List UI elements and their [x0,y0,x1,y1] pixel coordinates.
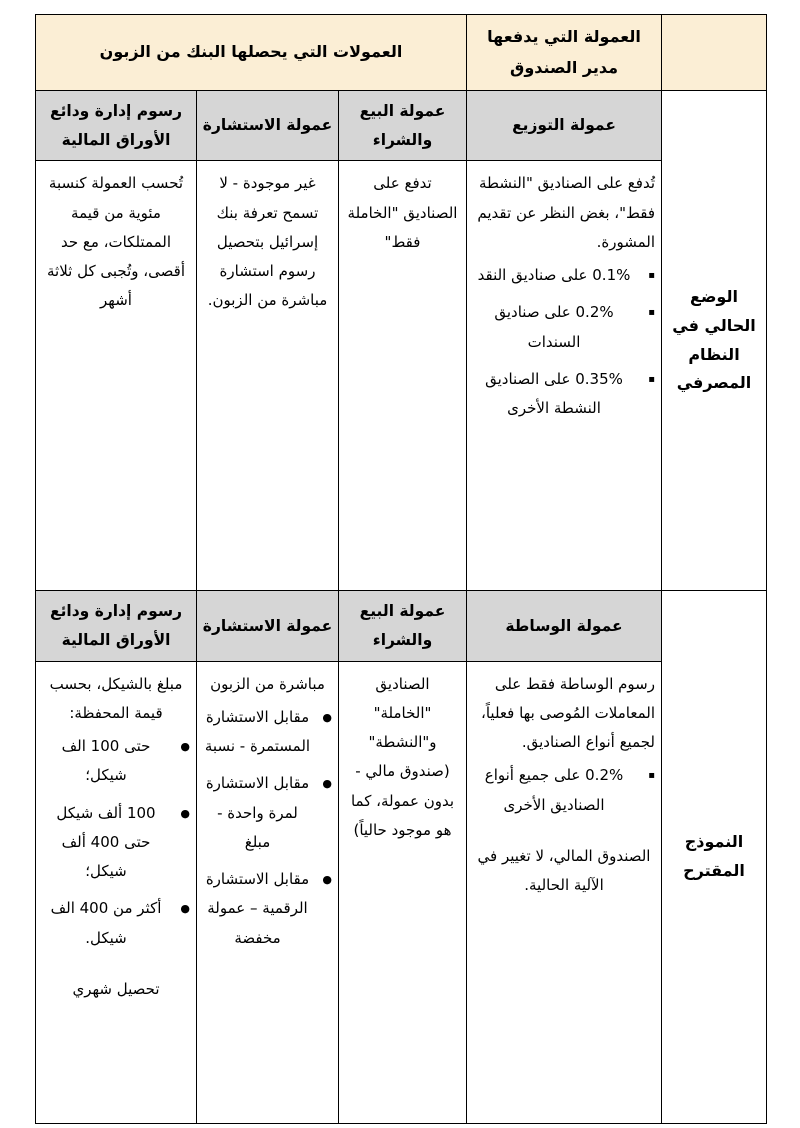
bullet-text: 0.2% على صناديق السندات [494,303,614,351]
cell-paragraph: مبلغ بالشيكل، بحسب قيمة المحفظة: [49,674,183,722]
subheader-securities-admin: رسوم إدارة ودائع الأوراق المالية [36,91,197,161]
bullet-item [203,703,332,762]
subheader-buy-sell-2: عمولة البيع والشراء [339,591,467,661]
bullet-marker-icon: ● [180,902,190,916]
cell-distribution-current [467,161,662,591]
bullet-item [203,769,332,857]
cell-paragraph: تحصيل شهري [72,979,160,998]
bullet-text: مقابل الاستشارة المستمرة - نسبة [204,707,311,756]
bullet-text: أكثر من 400 الف شيكل. [50,899,162,947]
bullet-item [473,298,655,357]
bullet-marker-icon: ▪ [648,373,655,385]
bullet-item [473,365,655,424]
cell-paragraph: تُحسب العمولة كنسبة مئوية من قيمة الممتلكات، مع حد أقصى، وتُجبى كل ثلاثة أشهر [47,174,185,310]
cell-paragraph: تدفع على الصناديق "الخاملة فقط" [347,174,458,251]
bullet-marker-icon: ● [180,806,190,820]
bullet-item [203,865,332,953]
commissions-table [35,14,767,1124]
header-fund-manager-pays: العمولة التي يدفعها مدير الصندوق [467,15,662,91]
cell-consulting-proposed [197,661,339,1123]
bullet-marker-icon: ● [322,710,332,724]
cell-consulting-current [197,161,339,591]
cell-paragraph: الصناديق "الخاملة" و"النشطة" (صندوق مالي - بدون عمولة، كما هو موجود حالياً) [350,674,455,839]
bullet-marker-icon: ● [322,873,332,887]
cell-paragraph: الصندوق المالي، لا تغيير في الآلية الحالية. [477,846,651,895]
subheader-consulting-2: عمولة الاستشارة [197,591,339,661]
row-label-current-system: الوضع الحالي في النظام المصرفي [662,91,767,591]
row-label-proposed-model: النموذج المقترح [662,591,767,1123]
bullet-item [42,732,190,791]
bullet-text: 0.2% على جميع أنواع الصناديق الأخرى [484,766,624,814]
bullet-marker-icon: ▪ [648,770,655,782]
bullet-marker-icon: ▪ [648,270,655,282]
cell-paragraph: غير موجودة - لا تسمح تعرفة بنك إسرائيل بتحصيل رسوم استشارة مباشرة من الزبون. [207,174,328,310]
cell-buy-sell-current [339,161,467,591]
body-row-proposed [36,661,767,1123]
bullet-text: مقابل الاستشارة لمرة واحدة - مبلغ [205,774,310,851]
subheader-buy-sell: عمولة البيع والشراء [339,91,467,161]
body-row-current [36,161,767,591]
top-header-row [36,15,767,91]
bullet-item [473,261,655,290]
corner-cell [662,15,767,91]
subheader-row-current [36,91,767,161]
bullet-marker-icon: ● [322,777,332,791]
bullet-item [42,799,190,887]
cell-paragraph: مباشرة من الزبون [210,674,325,693]
bullet-item [473,761,655,820]
subheader-brokerage: عمولة الوساطة [467,591,662,661]
cell-buy-sell-proposed [339,661,467,1123]
cell-brokerage-proposed [467,661,662,1123]
bullet-text: حتى 100 الف شيكل؛ [61,737,151,785]
bullet-marker-icon: ▪ [648,307,655,319]
subheader-distribution: عمولة التوزيع [467,91,662,161]
subheader-row-proposed [36,591,767,661]
cell-securities-admin-proposed [36,661,197,1123]
bullet-marker-icon: ● [180,740,190,754]
bullet-text: 100 ألف شيكل حتى 400 ألف شيكل؛ [56,803,156,881]
subheader-securities-admin-2: رسوم إدارة ودائع الأوراق المالية [36,591,197,661]
bullet-text: مقابل الاستشارة الرقمية – عمولة مخفضة [205,870,310,947]
header-bank-from-customer: العمولات التي يحصلها البنك من الزبون [36,15,467,91]
bullet-text: 0.35% على الصناديق النشطة الأخرى [485,369,623,418]
bullet-item [42,894,190,953]
cell-paragraph: تُدفع على الصناديق "النشطة فقط"، بغض النظر عن تقديم المشورة. [477,174,655,251]
bullet-text: 0.1% على صناديق النقد [477,266,631,285]
cell-paragraph: رسوم الوساطة فقط على المعاملات المُوصى بها فعلياً، لجميع أنواع الصناديق. [481,674,655,752]
cell-securities-admin-current [36,161,197,591]
subheader-consulting: عمولة الاستشارة [197,91,339,161]
